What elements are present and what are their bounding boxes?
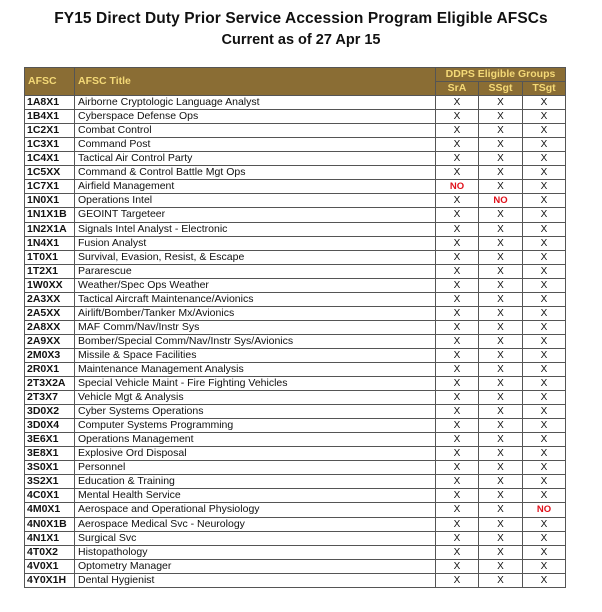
afsc-title: Personnel [75,461,436,475]
table-row [25,180,566,194]
afsc-title: Education & Training [75,475,436,489]
afsc-code: 3S2X1 [25,475,75,489]
page-subtitle: Current as of 27 Apr 15 [221,32,381,48]
eligible-marker: X [523,166,566,180]
eligible-marker: X [523,461,566,475]
eligible-marker: X [436,531,479,545]
afsc-title: Maintenance Management Analysis [75,362,436,376]
afsc-title: Optometry Manager [75,559,436,573]
afsc-title: Dental Hygienist [75,573,436,587]
afsc-title: Aerospace and Operational Physiology [75,503,436,517]
eligible-marker: X [523,362,566,376]
eligible-marker: X [479,264,523,278]
eligible-marker: X [436,250,479,264]
eligible-marker: X [479,461,523,475]
table-row [25,531,566,545]
afsc-code: 1C7X1 [25,180,75,194]
afsc-code: 1B4X1 [25,110,75,124]
eligible-marker: X [436,362,479,376]
afsc-code: 2R0X1 [25,362,75,376]
eligible-marker: X [479,362,523,376]
eligible-marker: X [436,264,479,278]
eligible-marker: X [436,152,479,166]
eligible-marker: X [479,419,523,433]
table-row [25,110,566,124]
eligible-marker: X [479,377,523,391]
eligible-marker: X [479,208,523,222]
page-title: FY15 Direct Duty Prior Service Accession Program Eligible AFSCs [54,10,548,27]
table-row [25,419,566,433]
column-header-tsgt: TSgt [523,82,566,96]
table-row [25,264,566,278]
eligible-marker: X [479,250,523,264]
afsc-code: 1N1X1B [25,208,75,222]
column-header-sra: SrA [436,82,479,96]
table-row [25,405,566,419]
table-row [25,124,566,138]
eligible-marker: X [523,194,566,208]
eligible-marker: X [479,559,523,573]
afsc-code: 1C5XX [25,166,75,180]
eligible-marker: X [479,292,523,306]
eligible-marker: X [479,391,523,405]
eligible-marker: X [436,208,479,222]
eligible-marker: X [523,208,566,222]
eligible-marker: X [436,292,479,306]
eligible-marker: X [436,236,479,250]
eligible-marker: X [523,405,566,419]
table-row [25,489,566,503]
afsc-title: Fusion Analyst [75,236,436,250]
afsc-code: 2A9XX [25,334,75,348]
eligible-marker: X [436,517,479,531]
afsc-title: Airlift/Bomber/Tanker Mx/Avionics [75,306,436,320]
eligible-marker: X [523,559,566,573]
column-header-ssgt: SSgt [479,82,523,96]
eligible-marker: X [523,138,566,152]
eligible-marker: X [479,306,523,320]
eligible-marker: X [436,348,479,362]
eligible-marker: X [436,475,479,489]
eligible-marker: X [523,545,566,559]
afsc-title: Weather/Spec Ops Weather [75,278,436,292]
eligible-marker: X [436,110,479,124]
table-row [25,362,566,376]
eligible-marker: X [436,320,479,334]
afsc-code: 1C2X1 [25,124,75,138]
eligible-marker: X [523,110,566,124]
afsc-code: 4N1X1 [25,531,75,545]
afsc-code: 2A5XX [25,306,75,320]
afsc-title: Explosive Ord Disposal [75,447,436,461]
eligible-marker: X [479,124,523,138]
eligible-marker: X [479,320,523,334]
eligible-marker: X [436,503,479,517]
eligible-marker: X [436,124,479,138]
eligible-marker: X [436,334,479,348]
eligible-marker: X [523,236,566,250]
afsc-code: 3E6X1 [25,433,75,447]
afsc-title: Bomber/Special Comm/Nav/Instr Sys/Avionics [75,334,436,348]
afsc-code: 1T2X1 [25,264,75,278]
afsc-title: Combat Control [75,124,436,138]
eligible-marker: X [479,152,523,166]
afsc-code: 1N4X1 [25,236,75,250]
eligible-marker: X [479,447,523,461]
afsc-code: 1A8X1 [25,96,75,110]
table-row [25,320,566,334]
ineligible-marker: NO [436,180,479,194]
table-row [25,348,566,362]
afsc-code: 1N2X1A [25,222,75,236]
eligible-marker: X [436,447,479,461]
eligible-marker: X [479,405,523,419]
afsc-title: Command & Control Battle Mgt Ops [75,166,436,180]
afsc-code: 1C4X1 [25,152,75,166]
eligible-marker: X [436,278,479,292]
afsc-code: 3S0X1 [25,461,75,475]
afsc-title: Mental Health Service [75,489,436,503]
afsc-code: 3E8X1 [25,447,75,461]
table-header-row [25,68,566,82]
column-header-title: AFSC Title [75,68,436,96]
eligible-marker: X [523,96,566,110]
eligible-marker: X [436,573,479,587]
eligible-marker: X [479,433,523,447]
afsc-title: Airfield Management [75,180,436,194]
eligible-marker: X [436,419,479,433]
afsc-code: 3D0X4 [25,419,75,433]
afsc-title: Computer Systems Programming [75,419,436,433]
table-row [25,461,566,475]
eligible-marker: X [523,489,566,503]
afsc-title: Tactical Air Control Party [75,152,436,166]
afsc-code: 4Y0X1H [25,573,75,587]
afsc-code: 4V0X1 [25,559,75,573]
eligible-marker: X [523,264,566,278]
afsc-code: 1T0X1 [25,250,75,264]
table-row [25,152,566,166]
eligible-marker: X [523,320,566,334]
table-row [25,391,566,405]
eligible-marker: X [436,391,479,405]
table-body [25,96,566,588]
table-row [25,559,566,573]
eligible-marker: X [436,194,479,208]
eligible-marker: X [479,110,523,124]
table-row [25,573,566,587]
afsc-title: Missile & Space Facilities [75,348,436,362]
eligible-marker: X [436,377,479,391]
afsc-title: Surgical Svc [75,531,436,545]
eligible-marker: X [523,292,566,306]
eligible-marker: X [479,531,523,545]
table-row [25,138,566,152]
eligible-marker: X [436,461,479,475]
table-row [25,96,566,110]
eligible-marker: X [523,152,566,166]
afsc-code: 2T3X7 [25,391,75,405]
eligible-marker: X [523,377,566,391]
eligible-marker: X [436,489,479,503]
table-row [25,306,566,320]
table-row [25,278,566,292]
eligible-marker: X [523,348,566,362]
eligible-marker: X [436,306,479,320]
eligible-marker: X [479,166,523,180]
afsc-code: 2A8XX [25,320,75,334]
eligible-marker: X [479,96,523,110]
eligible-marker: X [523,222,566,236]
eligible-marker: X [479,489,523,503]
table-row [25,377,566,391]
eligible-marker: X [436,138,479,152]
table-row [25,433,566,447]
eligible-marker: X [436,96,479,110]
table-row [25,545,566,559]
eligible-marker: X [523,391,566,405]
column-group-header: DDPS Eligible Groups [436,68,566,82]
eligible-marker: X [479,545,523,559]
eligible-marker: X [479,573,523,587]
column-header-afsc: AFSC [25,68,75,96]
afsc-title: Command Post [75,138,436,152]
afsc-code: 1W0XX [25,278,75,292]
afsc-code: 4N0X1B [25,517,75,531]
afsc-title: Survival, Evasion, Resist, & Escape [75,250,436,264]
eligible-marker: X [436,433,479,447]
eligible-marker: X [523,531,566,545]
afsc-title: Special Vehicle Maint - Fire Fighting Vehicles [75,377,436,391]
eligible-marker: X [523,250,566,264]
afsc-title: Operations Intel [75,194,436,208]
afsc-title: Aerospace Medical Svc - Neurology [75,517,436,531]
eligible-marker: X [436,222,479,236]
afsc-title: Tactical Aircraft Maintenance/Avionics [75,292,436,306]
eligible-marker: X [523,180,566,194]
table-row [25,475,566,489]
table-row [25,292,566,306]
eligible-marker: X [523,517,566,531]
eligible-marker: X [523,475,566,489]
eligible-marker: X [479,236,523,250]
afsc-code: 2T3X2A [25,377,75,391]
eligible-marker: X [479,517,523,531]
afsc-code: 4M0X1 [25,503,75,517]
table-row [25,236,566,250]
eligible-marker: X [523,306,566,320]
eligible-marker: X [436,405,479,419]
ineligible-marker: NO [479,194,523,208]
table-row [25,517,566,531]
eligible-marker: X [523,124,566,138]
eligible-marker: X [479,475,523,489]
afsc-title: Cyber Systems Operations [75,405,436,419]
table-row [25,447,566,461]
afsc-code: 3D0X2 [25,405,75,419]
table-row [25,222,566,236]
eligible-marker: X [479,503,523,517]
afsc-table [24,67,566,588]
table-row [25,208,566,222]
eligible-marker: X [523,447,566,461]
eligible-marker: X [436,166,479,180]
eligible-marker: X [479,348,523,362]
eligible-marker: X [523,419,566,433]
afsc-title: GEOINT Targeteer [75,208,436,222]
afsc-title: MAF Comm/Nav/Instr Sys [75,320,436,334]
eligible-marker: X [523,433,566,447]
eligible-marker: X [523,278,566,292]
afsc-title: Vehicle Mgt & Analysis [75,391,436,405]
afsc-code: 2M0X3 [25,348,75,362]
eligible-marker: X [479,180,523,194]
afsc-code: 4T0X2 [25,545,75,559]
table-row [25,250,566,264]
afsc-code: 2A3XX [25,292,75,306]
afsc-title: Airborne Cryptologic Language Analyst [75,96,436,110]
afsc-code: 1C3X1 [25,138,75,152]
eligible-marker: X [436,545,479,559]
table-row [25,166,566,180]
afsc-title: Operations Management [75,433,436,447]
eligible-marker: X [479,278,523,292]
eligible-marker: X [523,334,566,348]
table-row [25,194,566,208]
afsc-code: 4C0X1 [25,489,75,503]
afsc-title: Signals Intel Analyst - Electronic [75,222,436,236]
eligible-marker: X [523,573,566,587]
afsc-title: Pararescue [75,264,436,278]
afsc-title: Cyberspace Defense Ops [75,110,436,124]
eligible-marker: X [479,138,523,152]
afsc-title: Histopathology [75,545,436,559]
table-row [25,334,566,348]
table-row [25,503,566,517]
afsc-code: 1N0X1 [25,194,75,208]
ineligible-marker: NO [523,503,566,517]
eligible-marker: X [479,222,523,236]
eligible-marker: X [436,559,479,573]
eligible-marker: X [479,334,523,348]
